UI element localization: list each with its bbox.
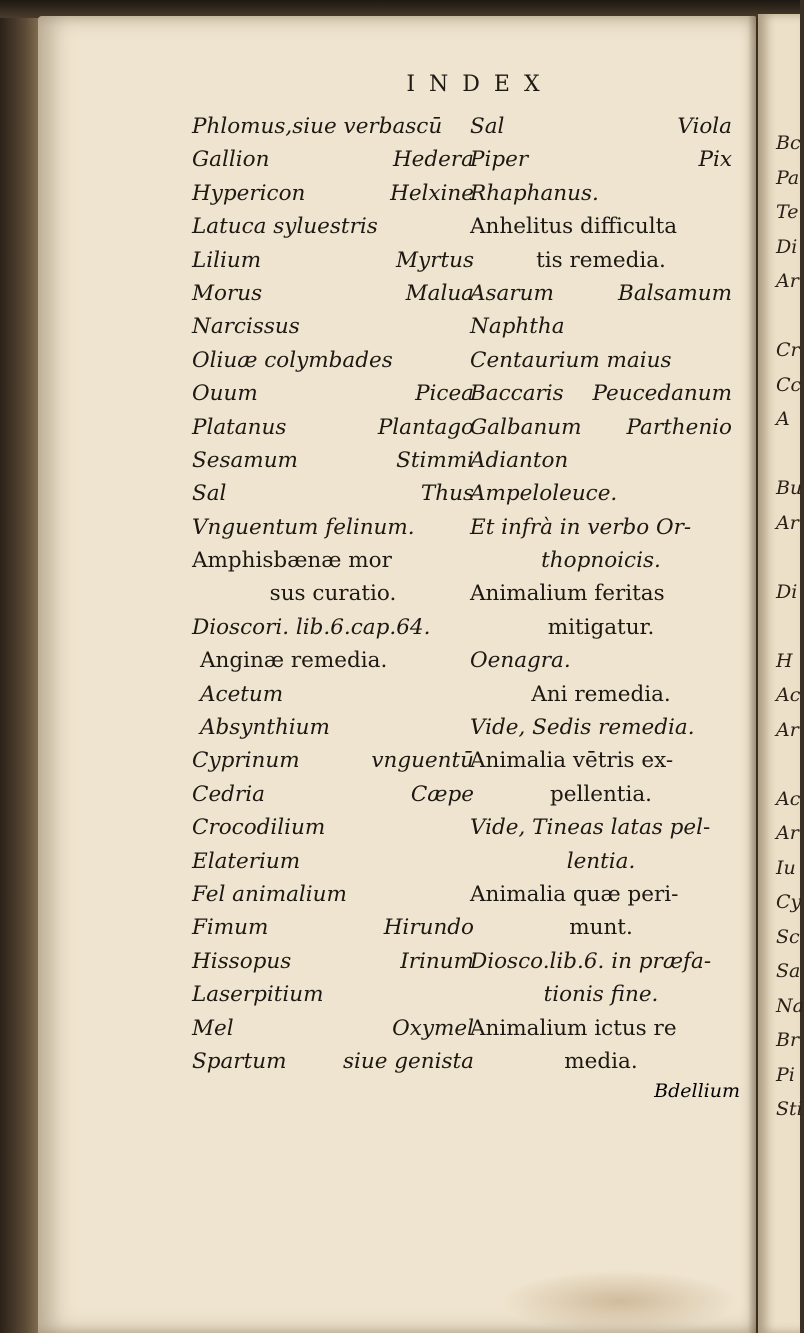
index-term: Latuca syluestris	[192, 214, 378, 240]
index-entry	[470, 644, 732, 677]
index-term: Platanus	[192, 414, 287, 440]
index-entry	[192, 878, 474, 911]
index-entry	[470, 911, 732, 944]
index-term: Sal	[192, 481, 227, 507]
index-term: Lilium	[192, 247, 262, 273]
index-entry	[470, 277, 732, 310]
index-entry	[470, 811, 732, 844]
index-entry	[192, 911, 474, 944]
index-term: Mel	[192, 1015, 234, 1041]
index-term: Diosco.lib.6. in præfa-	[470, 948, 712, 974]
index-term: Gallion	[192, 147, 270, 173]
index-term: Hissopus	[192, 948, 292, 974]
index-term: pellentia.	[550, 781, 652, 807]
index-entry	[192, 811, 474, 844]
index-entry	[470, 377, 732, 410]
index-entry	[192, 945, 474, 978]
index-term: Cyprinum	[192, 748, 300, 774]
index-term: Vide, Tineas latas pel-	[470, 815, 711, 841]
index-entry	[192, 110, 474, 143]
index-term: Piper	[470, 147, 529, 173]
index-entry	[192, 411, 474, 444]
index-entry	[192, 577, 474, 610]
index-entry	[470, 210, 732, 243]
index-term: tis remedia.	[536, 247, 666, 273]
page-stain	[500, 1270, 740, 1333]
index-term-secondary: Plantago	[377, 414, 474, 440]
index-entry	[470, 310, 732, 343]
index-entry	[470, 511, 732, 544]
adjacent-fragment: Di	[776, 580, 798, 603]
index-entry	[470, 678, 732, 711]
index-term: Animalia quæ peri-	[470, 881, 679, 907]
index-term: Animalium ictus re	[470, 1015, 677, 1041]
adjacent-page	[758, 14, 804, 1333]
index-term-secondary: Parthenio	[626, 414, 732, 440]
index-entry	[192, 678, 474, 711]
adjacent-fragment	[758, 540, 800, 575]
index-term: Absynthium	[200, 715, 330, 741]
index-entry	[192, 544, 474, 577]
index-term: Animalia vētris ex-	[470, 748, 674, 774]
index-entry	[192, 1012, 474, 1045]
index-term-secondary: Myrtus	[396, 247, 474, 273]
index-term-secondary: Hirundo	[383, 915, 474, 941]
adjacent-fragment: Na	[776, 994, 804, 1017]
index-term: Acetum	[200, 681, 284, 707]
index-term: mitigatur.	[547, 614, 655, 640]
adjacent-fragment: Pa	[776, 166, 800, 189]
adjacent-fragment	[758, 437, 800, 472]
index-entry	[470, 1045, 732, 1078]
index-entry	[470, 945, 732, 978]
adjacent-fragment: Bc	[776, 132, 801, 154]
index-term-secondary: Picea	[415, 381, 474, 407]
index-entry	[192, 143, 474, 176]
index-term: Ouum	[192, 381, 258, 407]
adjacent-fragment: H	[776, 649, 793, 672]
index-term-secondary: Malua	[405, 280, 474, 306]
index-entry	[470, 744, 732, 777]
index-term: Cedria	[192, 781, 265, 807]
index-term: Phlomus,siue verbascū	[192, 114, 443, 139]
index-entry	[470, 611, 732, 644]
adjacent-fragment: Sc	[776, 925, 800, 948]
adjacent-fragment: Cy	[776, 891, 802, 913]
index-entry	[470, 177, 732, 210]
index-term: Anginæ remedia.	[200, 648, 388, 674]
index-entry	[470, 477, 732, 510]
index-term: Ampeloleuce.	[470, 481, 618, 507]
index-entry	[192, 477, 474, 510]
index-term: Oenagra.	[470, 648, 571, 674]
index-term: Animalium feritas	[470, 581, 665, 607]
adjacent-fragment	[758, 299, 800, 334]
index-entry	[192, 978, 474, 1011]
index-term: Elaterium	[192, 848, 301, 874]
adjacent-fragment: Ar	[776, 511, 799, 534]
index-term: Fimum	[192, 915, 269, 941]
index-term: Asarum	[470, 280, 554, 306]
adjacent-fragment: A	[776, 408, 790, 430]
adjacent-fragment: Bu	[776, 477, 803, 499]
index-term-secondary: Oxymel	[392, 1015, 474, 1041]
index-term-secondary: Pix	[698, 147, 732, 173]
index-entry	[470, 110, 732, 143]
adjacent-fragment: Ar	[776, 822, 799, 844]
index-term-secondary: Peucedanum	[592, 381, 732, 407]
index-term: Centaurium maius	[470, 347, 672, 373]
index-term: tionis fine.	[543, 982, 659, 1008]
index-term: Hypericon	[192, 180, 306, 206]
catchword: Bdellium	[654, 1080, 740, 1102]
index-term: Vide, Sedis remedia.	[470, 715, 695, 741]
index-entry	[192, 711, 474, 744]
index-entry	[470, 1012, 732, 1045]
index-term-secondary: vnguentū	[371, 748, 474, 774]
adjacent-fragment: Ar	[776, 718, 799, 741]
book-spine	[0, 0, 42, 1333]
index-term: lentia.	[566, 848, 636, 874]
index-entry	[192, 377, 474, 410]
index-entry	[470, 878, 732, 911]
adjacent-fragment: Di	[776, 235, 798, 258]
index-term: Sesamum	[192, 447, 298, 473]
index-term-secondary: Irinum	[400, 948, 474, 974]
adjacent-fragment: Iu	[776, 856, 796, 879]
index-entry	[470, 845, 732, 878]
index-entry	[192, 210, 474, 243]
index-term: Oliuæ colymbades	[192, 347, 393, 373]
index-term-secondary: siue genista	[342, 1048, 474, 1074]
index-term: Naphtha	[470, 314, 565, 340]
index-term: Et infrà in verbo Or-	[470, 514, 692, 540]
adjacent-fragment: Sti	[776, 1098, 803, 1120]
adjacent-fragment: Cr	[776, 339, 800, 361]
index-entry	[192, 845, 474, 878]
index-entry	[470, 411, 732, 444]
adjacent-fragment	[758, 609, 800, 644]
index-entry	[192, 644, 474, 677]
index-term: Anhelitus difficulta	[470, 214, 678, 240]
index-column-right	[470, 110, 732, 1078]
adjacent-fragment: Ac	[776, 684, 801, 706]
index-term-secondary: Helxine	[390, 180, 474, 206]
adjacent-fragment	[758, 747, 800, 782]
index-term: Baccaris	[470, 381, 564, 407]
index-entry	[470, 344, 732, 377]
index-entry	[192, 511, 474, 544]
page-header: INDEX	[406, 72, 554, 97]
adjacent-fragment: Pi	[776, 1063, 795, 1086]
index-term: Ani remedia.	[531, 681, 671, 707]
index-term: Spartum	[192, 1048, 287, 1074]
index-term: media.	[564, 1048, 638, 1074]
adjacent-fragment: Cc	[776, 373, 802, 396]
index-entry	[192, 611, 474, 644]
adjacent-fragment: Ar	[776, 270, 799, 292]
adjacent-fragment: Br	[776, 1029, 800, 1051]
index-term-secondary: Thus	[420, 481, 474, 507]
index-entry	[470, 778, 732, 811]
adjacent-fragment: Ac	[776, 787, 801, 810]
index-term: Rhaphanus.	[470, 180, 599, 206]
catchword-container	[600, 1080, 740, 1102]
index-entry	[470, 711, 732, 744]
index-term: Vnguentum felinum.	[192, 514, 415, 540]
index-term-secondary: Balsamum	[618, 280, 732, 306]
index-term: Morus	[192, 280, 263, 306]
index-term-secondary: Stimmi	[396, 447, 474, 473]
index-term: Sal	[470, 114, 505, 139]
index-entry	[470, 143, 732, 176]
index-entry	[470, 244, 732, 277]
index-term: Adianton	[470, 447, 569, 473]
adjacent-fragment: Te	[776, 201, 799, 223]
index-entry	[470, 444, 732, 477]
index-entry	[192, 444, 474, 477]
index-term: Narcissus	[192, 314, 300, 340]
index-entry	[470, 978, 732, 1011]
index-term: Crocodilium	[192, 815, 326, 841]
index-column-left	[192, 110, 474, 1078]
index-entry	[192, 778, 474, 811]
index-term: Dioscori. lib.6.cap.64.	[192, 614, 431, 640]
adjacent-page-fragments	[758, 14, 804, 1127]
index-term: sus curatio.	[269, 581, 397, 607]
index-term-secondary: Viola	[677, 114, 732, 139]
adjacent-fragment: Sa	[776, 960, 801, 982]
index-entry	[192, 177, 474, 210]
index-term: Laserpitium	[192, 982, 324, 1008]
index-entry	[192, 310, 474, 343]
index-term-secondary: Cæpe	[410, 781, 474, 807]
index-entry	[192, 344, 474, 377]
index-entry	[192, 277, 474, 310]
index-entry	[192, 244, 474, 277]
index-entry	[192, 1045, 474, 1078]
index-entry	[192, 744, 474, 777]
index-term: thopnoicis.	[541, 548, 661, 574]
index-term: Amphisbænæ mor	[192, 548, 392, 574]
index-entry	[470, 577, 732, 610]
index-term: munt.	[569, 915, 633, 941]
index-term-secondary: Hedera	[392, 147, 474, 173]
index-term: Fel animalium	[192, 881, 347, 907]
index-term: Galbanum	[470, 414, 582, 440]
index-entry	[470, 544, 732, 577]
